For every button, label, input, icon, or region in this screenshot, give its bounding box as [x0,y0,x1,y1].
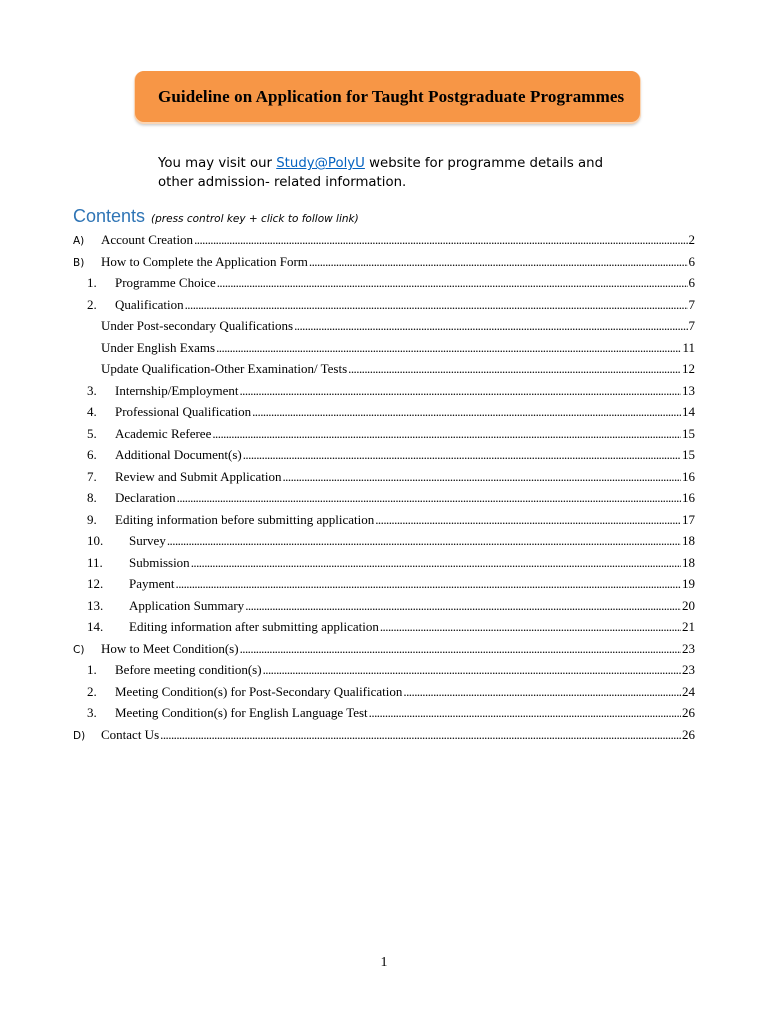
toc-dot-leader [212,423,681,445]
toc-entry[interactable] [73,337,695,359]
toc-entry-page: 15 [682,447,695,462]
toc-dot-leader [160,724,681,746]
toc-dot-leader [348,358,681,380]
toc-entry-number: B) [73,256,85,269]
toc-entry[interactable] [73,380,695,402]
contents-heading [73,206,359,227]
toc-entry-label[interactable]: Editing information after submitting application [129,619,379,634]
toc-dot-leader [245,595,681,617]
toc-entry-label[interactable]: Internship/Employment [115,382,239,398]
toc-dot-leader [282,466,681,488]
toc-entry[interactable] [73,251,695,273]
toc-entry-label[interactable]: Meeting Condition(s) for English Language Test [115,705,368,720]
toc-entry[interactable] [73,294,695,316]
toc-dot-leader [309,251,688,273]
toc-entry-label[interactable]: Submission [129,554,190,570]
toc-entry-page: 26 [682,726,695,742]
toc-dot-leader [185,294,688,316]
toc-dot-leader [243,444,681,466]
toc-entry[interactable] [73,423,695,445]
toc-entry-label[interactable]: Academic Referee [115,425,212,441]
toc-entry-number: 6. [87,447,97,462]
toc-entry-label[interactable]: Survey [129,533,166,548]
contents-note: (press control key + click to follow link) [151,213,359,225]
toc-entry[interactable] [73,272,695,294]
toc-entry-label[interactable]: Declaration [115,490,176,505]
toc-entry-page: 13 [682,382,695,398]
toc-entry-label[interactable]: Programme Choice [115,275,216,290]
toc-entry-page: 23 [682,662,695,677]
toc-entry-number: 14. [87,619,104,634]
toc-entry-page: 15 [682,425,695,441]
toc-entry-page: 20 [682,597,695,613]
toc-entry-page: 6 [688,253,695,269]
toc-entry-label[interactable]: Under English Exams [101,339,216,355]
toc-entry[interactable] [73,487,695,509]
toc-entry-page: 18 [682,533,695,548]
toc-entry-label[interactable]: Meeting Condition(s) for Post-Secondary Qualification [115,683,403,699]
toc-entry[interactable] [73,466,695,488]
toc-dot-leader [294,315,687,337]
page-number: 1 [380,955,388,970]
toc-dot-leader [176,573,682,595]
toc-entry[interactable] [73,229,695,251]
toc-entry-number: 2. [87,296,97,312]
toc-entry-page: 12 [682,361,695,376]
toc-entry-page: 16 [682,490,695,505]
toc-entry-label[interactable]: How to Meet Condition(s) [101,640,239,656]
contents-title: Contents [73,206,146,226]
toc-entry[interactable] [73,401,695,423]
toc-dot-leader [380,616,681,638]
toc-entry-number: 3. [87,382,97,398]
toc-entry-page: 18 [682,554,695,570]
toc-entry-page: 14 [682,404,695,419]
toc-entry-label[interactable]: Under Post-secondary Qualifications [101,318,294,333]
study-polyu-link[interactable]: Study@PolyU [276,156,365,171]
toc-dot-leader [240,638,681,660]
toc-entry-number: 3. [87,705,97,720]
toc-entry-label[interactable]: Update Qualification-Other Examination/ Tests [101,361,348,376]
toc-entry-number: 10. [87,533,104,548]
toc-dot-leader [217,272,688,294]
document-title: Guideline on Application for Taught Postgraduate Programmes [158,86,625,106]
toc-entry-label[interactable]: Contact Us [101,726,160,742]
toc-entry-label[interactable]: Account Creation [101,232,194,247]
toc-dot-leader [216,337,681,359]
toc-entry[interactable] [73,552,695,574]
toc-entry[interactable] [73,530,695,552]
toc-entry[interactable] [73,702,695,724]
toc-entry-page: 26 [682,705,695,720]
toc-dot-leader [252,401,681,423]
toc-entry-number: C) [73,643,85,656]
toc-entry-page: 23 [682,640,695,656]
toc-dot-leader [403,681,681,703]
toc-entry-number: 7. [87,468,97,484]
toc-entry[interactable] [73,638,695,660]
toc-entry-label[interactable]: Review and Submit Application [115,468,282,484]
toc-dot-leader [375,509,681,531]
toc-entry-number: 5. [87,425,97,441]
toc-entry-page: 17 [682,511,695,527]
toc-dot-leader [263,659,681,681]
toc-entry-page: 19 [682,576,695,591]
toc-entry[interactable] [73,509,695,531]
toc-entry-label[interactable]: Qualification [115,296,184,312]
toc-entry-number: 13. [87,597,104,613]
toc-entry-label[interactable]: Payment [129,576,175,591]
toc-entry[interactable] [73,724,695,746]
toc-entry-number: D) [73,729,86,742]
toc-entry-page: 6 [688,275,695,290]
toc-dot-leader [194,229,687,251]
toc-entry[interactable] [73,616,695,638]
toc-entry-page: 11 [682,339,695,355]
toc-entry[interactable] [73,573,695,595]
toc-entry-label[interactable]: How to Complete the Application Form [101,253,308,269]
toc-entry[interactable] [73,681,695,703]
toc-dot-leader [369,702,681,724]
toc-entry-page: 16 [682,468,695,484]
toc-entry-number: 11. [87,554,103,570]
toc-entry-page: 2 [688,232,695,247]
toc-entry-number: 2. [87,683,97,699]
toc-entry[interactable] [73,595,695,617]
toc-dot-leader [239,380,681,402]
toc-entry-page: 7 [688,318,695,333]
toc-entry-number: A) [73,235,85,247]
toc-dot-leader [167,530,681,552]
toc-entry-number: 9. [87,511,97,527]
table-of-contents [73,229,695,745]
toc-entry-label[interactable]: Before meeting condition(s) [115,662,262,677]
toc-entry-label[interactable]: Professional Qualification [115,404,252,419]
title-banner [135,71,640,122]
toc-entry-number: 1. [87,275,97,290]
toc-entry-page: 21 [682,619,695,634]
intro-paragraph [158,154,618,192]
toc-entry-number: 1. [87,662,97,677]
toc-dot-leader [191,552,681,574]
toc-entry-label[interactable]: Application Summary [129,597,245,613]
toc-entry[interactable] [73,659,695,681]
toc-entry[interactable] [73,444,695,466]
intro-text-after: website for programme details and other admission- related information. [158,156,604,190]
toc-entry[interactable] [73,358,695,380]
toc-entry-page: 7 [688,296,695,312]
toc-entry-number: 4. [87,404,97,419]
toc-entry-label[interactable]: Additional Document(s) [115,447,242,462]
toc-entry[interactable] [73,315,695,337]
intro-text-before: You may visit our [158,156,277,171]
toc-entry-page: 24 [682,683,695,699]
toc-dot-leader [177,487,681,509]
toc-entry-label[interactable]: Editing information before submitting application [115,511,375,527]
toc-entry-number: 12. [87,576,104,591]
toc-entry-number: 8. [87,490,97,505]
